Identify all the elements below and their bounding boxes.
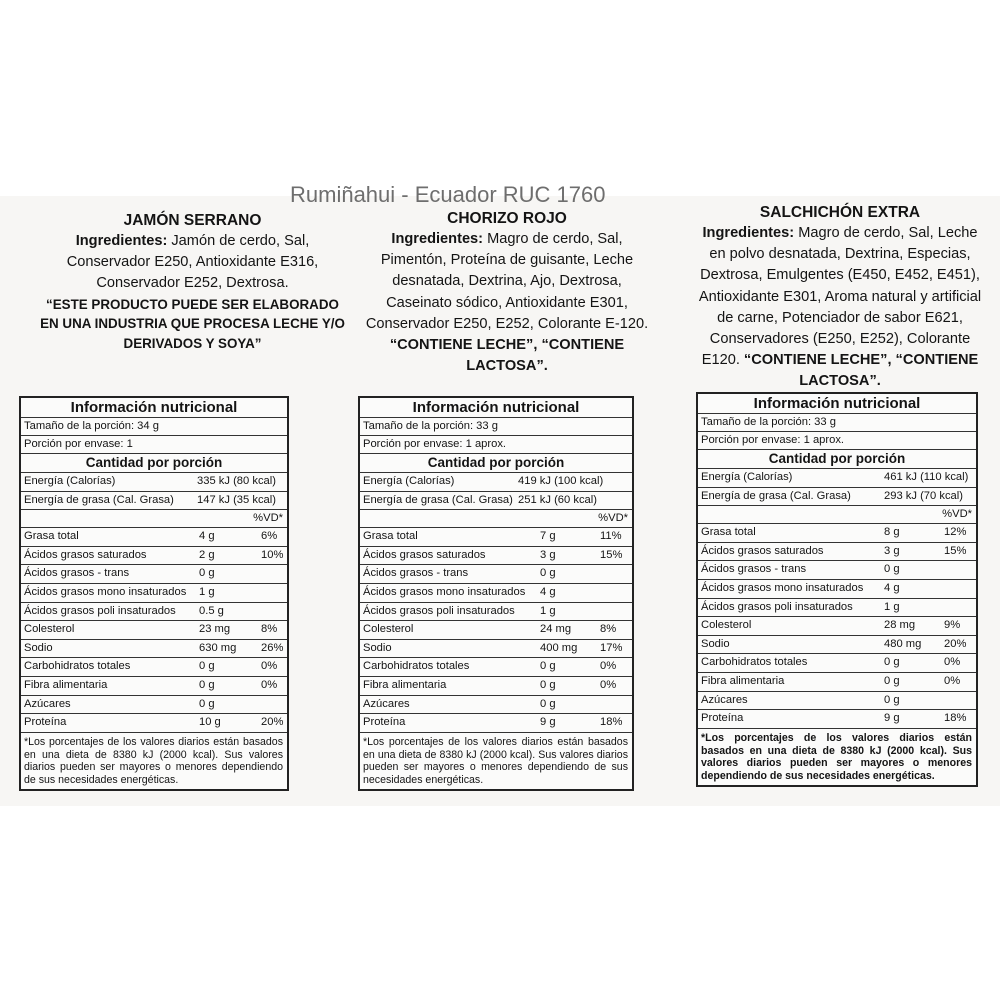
nutrient-vd: 8% bbox=[600, 623, 617, 636]
nutrient-name: Azúcares bbox=[701, 693, 748, 706]
ingredients-label: Ingredientes: bbox=[702, 225, 795, 241]
nutrient-row bbox=[360, 584, 632, 603]
nutrient-name: Ácidos grasos saturados bbox=[363, 548, 486, 561]
nutrient-name: Proteína bbox=[363, 716, 406, 729]
nutrient-amount: 28 mg bbox=[884, 619, 916, 632]
nutrient-amount: 9 g bbox=[884, 712, 900, 725]
vd-header: %VD* bbox=[698, 506, 976, 524]
nutrient-amount: 0 g bbox=[199, 660, 215, 673]
nutrient-amount: 2 g bbox=[199, 548, 215, 561]
nutrition-panel-jamon bbox=[19, 396, 289, 791]
nutrient-amount: 3 g bbox=[884, 544, 900, 557]
nutrition-panel-salchichon bbox=[696, 392, 978, 787]
nutrient-name: Azúcares bbox=[24, 697, 71, 710]
allergen-warning: “CONTIENE LECHE”, “CONTIENE LACTOSA”. bbox=[389, 337, 625, 375]
nutrient-vd: 0% bbox=[261, 678, 278, 691]
nutrient-row bbox=[21, 565, 287, 584]
nutrient-row bbox=[698, 599, 976, 618]
nutrient-name: Sodio bbox=[701, 637, 730, 650]
nutrient-vd: 15% bbox=[600, 548, 623, 561]
nutrient-row bbox=[360, 696, 632, 715]
ingredients-list: Jamón de cerdo, Sal, Conservador E250, Antioxidante E316, Conservador E252, Dextrosa. bbox=[66, 233, 319, 292]
ingredients-text bbox=[362, 229, 652, 377]
nutrient-row bbox=[21, 677, 287, 696]
nutrient-amount: 4 g bbox=[540, 585, 556, 598]
nutrient-name: Proteína bbox=[701, 712, 744, 725]
energy-label: Energía (Calorías) bbox=[701, 471, 793, 483]
ingredients-label: Ingredientes: bbox=[391, 231, 484, 247]
nutrient-vd: 11% bbox=[600, 530, 622, 543]
nutrient-row bbox=[21, 640, 287, 659]
nutrient-amount: 0 g bbox=[540, 678, 556, 691]
nutrient-amount: 0 g bbox=[199, 697, 215, 710]
nutrient-amount: 8 g bbox=[884, 526, 900, 539]
nutrient-amount: 24 mg bbox=[540, 623, 572, 636]
nutrient-name: Colesterol bbox=[363, 623, 414, 636]
nutrient-row bbox=[360, 547, 632, 566]
nutrient-amount: 1 g bbox=[884, 600, 900, 613]
nutrient-name: Ácidos grasos mono insaturados bbox=[24, 585, 187, 598]
nutrient-name: Carbohidratos totales bbox=[701, 656, 808, 669]
vd-header: %VD* bbox=[360, 510, 632, 528]
nutrient-amount: 0 g bbox=[884, 674, 900, 687]
panel-footnote: *Los porcentajes de los valores diarios están basados en una dieta de 8380 kJ (2000 kcal). Sus valores diarios pueden ser mayores o menores dependiendo de sus necesidades energéticas. bbox=[363, 735, 628, 787]
nutrient-row bbox=[360, 714, 632, 733]
nutrient-amount: 3 g bbox=[540, 548, 556, 561]
nutrient-amount: 0.5 g bbox=[199, 604, 224, 617]
product-title: SALCHICHÓN EXTRA bbox=[759, 204, 921, 221]
nutrient-vd: 26% bbox=[261, 641, 284, 654]
nutrient-vd: 18% bbox=[944, 712, 967, 725]
nutrient-row bbox=[698, 561, 976, 580]
nutrient-row bbox=[698, 580, 976, 599]
panel-title: Información nutricional bbox=[21, 398, 287, 418]
amount-per-portion-heading: Cantidad por porción bbox=[698, 450, 976, 469]
panel-footnote: *Los porcentajes de los valores diarios están basados en una dieta de 8380 kJ (2000 kcal). Sus valores diarios pueden ser mayores o menores dependiendo de sus necesidades energéticas. bbox=[701, 731, 972, 783]
amount-per-portion-heading: Cantidad por porción bbox=[21, 454, 287, 473]
nutrient-amount: 0 g bbox=[540, 697, 556, 710]
nutrient-amount: 10 g bbox=[199, 716, 221, 729]
product-title: CHORIZO ROJO bbox=[447, 210, 567, 227]
nutrient-amount: 0 g bbox=[540, 567, 556, 580]
nutrient-row bbox=[698, 617, 976, 636]
nutrient-vd: 0% bbox=[944, 674, 961, 687]
nutrient-amount: 4 g bbox=[199, 530, 215, 543]
nutrient-row bbox=[360, 565, 632, 584]
nutrient-name: Ácidos grasos mono insaturados bbox=[701, 581, 864, 594]
nutrition-panel-chorizo bbox=[358, 396, 634, 791]
fat-energy-row bbox=[21, 492, 287, 511]
nutrient-row bbox=[698, 543, 976, 562]
fat-energy-row bbox=[698, 488, 976, 507]
nutrient-vd: 8% bbox=[261, 623, 278, 636]
nutrient-row bbox=[360, 658, 632, 677]
nutrient-name: Ácidos grasos poli insaturados bbox=[701, 600, 853, 613]
nutrient-amount: 480 mg bbox=[884, 637, 922, 650]
nutrient-vd: 0% bbox=[600, 660, 617, 673]
nutrient-row bbox=[698, 654, 976, 673]
nutrient-name: Colesterol bbox=[701, 619, 752, 632]
nutrient-row bbox=[698, 673, 976, 692]
nutrient-name: Carbohidratos totales bbox=[363, 660, 470, 673]
nutrient-amount: 0 g bbox=[540, 660, 556, 673]
nutrient-vd: 12% bbox=[944, 526, 967, 539]
portions-per-pack: Porción por envase: 1 aprox. bbox=[360, 436, 632, 454]
nutrient-vd: 9% bbox=[944, 619, 961, 632]
nutrient-name: Ácidos grasos poli insaturados bbox=[363, 604, 515, 617]
portions-per-pack: Porción por envase: 1 bbox=[21, 436, 287, 454]
nutrient-name: Fibra alimentaria bbox=[363, 678, 447, 691]
allergen-warning: “ESTE PRODUCTO PUEDE SER ELABORADO EN UNA INDUSTRIA QUE PROCESA LECHE Y/O DERIVADOS Y SOYA” bbox=[40, 296, 345, 352]
energy-row bbox=[698, 469, 976, 488]
nutrient-row bbox=[21, 584, 287, 603]
nutrient-vd: 0% bbox=[261, 660, 278, 673]
nutrient-amount: 9 g bbox=[540, 716, 556, 729]
product-title: JAMÓN SERRANO bbox=[123, 212, 262, 229]
fat-energy-label: Energía de grasa (Cal. Grasa) bbox=[363, 493, 513, 506]
nutrient-row bbox=[698, 710, 976, 729]
portion-size: Tamaño de la porción: 33 g bbox=[698, 414, 976, 432]
product-chorizo-rojo bbox=[362, 209, 652, 377]
panel-footnote: *Los porcentajes de los valores diarios están basados en una dieta de 8380 kJ (2000 kcal). Sus valores diarios pueden ser mayores o menores dependiendo de sus necesidades energéticas. bbox=[24, 735, 283, 787]
vd-header: %VD* bbox=[21, 510, 287, 528]
nutrient-vd: 10% bbox=[261, 548, 284, 561]
nutrient-row bbox=[698, 524, 976, 543]
fat-energy-value: 293 kJ (70 kcal) bbox=[884, 489, 963, 502]
nutrient-name: Proteína bbox=[24, 716, 67, 729]
fat-energy-label: Energía de grasa (Cal. Grasa) bbox=[701, 489, 851, 502]
nutrient-amount: 0 g bbox=[884, 656, 900, 669]
nutrient-amount: 0 g bbox=[199, 678, 215, 691]
nutrient-row bbox=[360, 528, 632, 547]
product-salchichon-extra bbox=[695, 203, 985, 393]
nutrient-vd: 0% bbox=[600, 678, 617, 691]
nutrient-vd: 6% bbox=[261, 530, 278, 543]
nutrient-name: Sodio bbox=[363, 641, 392, 654]
energy-value: 461 kJ (110 kcal) bbox=[884, 471, 969, 483]
nutrient-name: Ácidos grasos saturados bbox=[701, 544, 824, 557]
energy-label: Energía (Calorías) bbox=[24, 475, 116, 487]
nutrient-amount: 0 g bbox=[884, 693, 900, 706]
nutrient-name: Ácidos grasos - trans bbox=[24, 567, 130, 580]
cut-off-header-text bbox=[290, 178, 620, 204]
nutrient-name: Ácidos grasos - trans bbox=[701, 563, 807, 576]
fat-energy-label: Energía de grasa (Cal. Grasa) bbox=[24, 493, 174, 506]
nutrient-name: Grasa total bbox=[701, 526, 756, 539]
nutrient-name: Grasa total bbox=[24, 530, 79, 543]
nutrient-vd: 20% bbox=[944, 637, 967, 650]
product-jamon-serrano bbox=[40, 211, 345, 354]
nutrient-name: Sodio bbox=[24, 641, 53, 654]
nutrient-row bbox=[360, 603, 632, 622]
nutrient-vd: 20% bbox=[261, 716, 284, 729]
nutrient-amount: 0 g bbox=[884, 563, 900, 576]
nutrient-row bbox=[21, 658, 287, 677]
nutrient-name: Grasa total bbox=[363, 530, 418, 543]
nutrient-row bbox=[21, 603, 287, 622]
nutrient-name: Ácidos grasos mono insaturados bbox=[363, 585, 526, 598]
nutrient-amount: 1 g bbox=[199, 585, 215, 598]
panel-title: Información nutricional bbox=[698, 394, 976, 414]
nutrient-row bbox=[698, 636, 976, 655]
energy-row bbox=[21, 473, 287, 492]
nutrient-name: Ácidos grasos - trans bbox=[363, 567, 469, 580]
portions-per-pack: Porción por envase: 1 aprox. bbox=[698, 432, 976, 450]
nutrient-vd: 17% bbox=[600, 641, 623, 654]
nutrient-name: Fibra alimentaria bbox=[24, 678, 108, 691]
nutrient-row bbox=[698, 692, 976, 711]
portion-size: Tamaño de la porción: 34 g bbox=[21, 418, 287, 436]
nutrient-row bbox=[21, 621, 287, 640]
ingredients-text bbox=[695, 223, 985, 393]
cut-off-header-label: Rumiñahui - Ecuador RUC 1760 bbox=[290, 182, 606, 204]
nutrient-row bbox=[21, 547, 287, 566]
nutrient-name: Carbohidratos totales bbox=[24, 660, 131, 673]
energy-label: Energía (Calorías) bbox=[363, 475, 455, 487]
fat-energy-row bbox=[360, 492, 632, 511]
fat-energy-value: 147 kJ (35 kcal) bbox=[197, 493, 276, 506]
nutrient-vd: 15% bbox=[944, 544, 967, 557]
ingredients-list: Magro de cerdo, Sal, Pimentón, Proteína de guisante, Leche desnatada, Dextrina, Ajo, Dextrosa, Caseinato sódico, Antioxidante E301, Conservador E250, E252, Colorante E-120. bbox=[365, 231, 649, 332]
panel-title: Información nutricional bbox=[360, 398, 632, 418]
nutrient-name: Fibra alimentaria bbox=[701, 674, 785, 687]
nutrient-name: Ácidos grasos poli insaturados bbox=[24, 604, 176, 617]
energy-row bbox=[360, 473, 632, 492]
portion-size: Tamaño de la porción: 33 g bbox=[360, 418, 632, 436]
nutrient-amount: 23 mg bbox=[199, 623, 231, 636]
nutrient-row bbox=[360, 677, 632, 696]
energy-value: 419 kJ (100 kcal) bbox=[518, 475, 604, 487]
nutrient-amount: 4 g bbox=[884, 581, 900, 594]
nutrient-amount: 0 g bbox=[199, 567, 215, 580]
nutrient-vd: 0% bbox=[944, 656, 961, 669]
nutrient-name: Azúcares bbox=[363, 697, 410, 710]
nutrient-row bbox=[360, 640, 632, 659]
ingredients-list: Magro de cerdo, Sal, Leche en polvo desnatada, Dextrina, Especias, Dextrosa, Emulgentes (E450, E452, E451), Antioxidante E301, Aroma natural y artificial de carne, Potenciador de sabor E621, Conservadores (E250, E252), Colorante E120. bbox=[698, 225, 982, 369]
nutrient-row bbox=[360, 621, 632, 640]
nutrient-amount: 630 mg bbox=[199, 641, 237, 654]
nutrient-name: Ácidos grasos saturados bbox=[24, 548, 147, 561]
nutrient-amount: 1 g bbox=[540, 604, 556, 617]
nutrient-name: Colesterol bbox=[24, 623, 75, 636]
nutrient-amount: 400 mg bbox=[540, 641, 578, 654]
energy-value: 335 kJ (80 kcal) bbox=[197, 475, 276, 487]
nutrient-vd: 18% bbox=[600, 716, 623, 729]
nutrient-row bbox=[21, 696, 287, 715]
allergen-warning: “CONTIENE LECHE”, “CONTIENE LACTOSA”. bbox=[739, 352, 979, 390]
fat-energy-value: 251 kJ (60 kcal) bbox=[518, 493, 597, 506]
nutrient-row bbox=[21, 528, 287, 547]
ingredients-label: Ingredientes: bbox=[75, 233, 168, 249]
amount-per-portion-heading: Cantidad por porción bbox=[360, 454, 632, 473]
ingredients-text bbox=[40, 231, 345, 295]
nutrient-amount: 7 g bbox=[540, 530, 556, 543]
nutrient-row bbox=[21, 714, 287, 733]
